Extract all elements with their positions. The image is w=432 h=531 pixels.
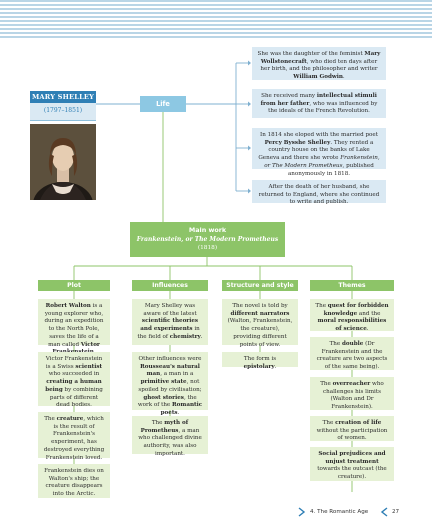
life-item-1: She was the daughter of the feminist Mary Wollstonecraft, who died ten days after her birth, and the philosopher and writer William Godwin.	[252, 47, 386, 80]
plot-box-2: Victor Frankenstein is a Swiss scientist who succeeded in creating a human being by combining parts of different dead bodies.	[38, 352, 110, 406]
structure-box-2: The form is epistolary.	[222, 352, 298, 367]
life-label: Life	[140, 96, 186, 112]
plot-box-4: Frankenstein dies on Walton's ship; the creature disappears into the Arctic.	[38, 464, 110, 498]
plot-box-3: The creature, which is the result of Frankenstein's experiment, has destroyed everything Frankenstein loved.	[38, 412, 110, 458]
themes-box-2: The double (Dr Frankenstein and the creature are two aspects of the same being).	[310, 337, 394, 370]
chapter-label: 4. The Romantic Age	[310, 509, 369, 515]
chevron-right-icon	[298, 507, 306, 517]
author-dates: (1797–1851)	[43, 107, 83, 114]
plot-box-1: Robert Walton is a young explorer who, during an expedition to the North Pole, saves the life of a man called Victor	[38, 299, 110, 345]
portrait-image	[30, 124, 96, 200]
themes-box-3: The overreacher who challenges his limits (Walton and Dr Frankenstein).	[310, 377, 394, 410]
column-header-plot: Plot	[38, 280, 110, 291]
themes-box-1: The quest for forbidden knowledge and the moral responsibilities of science.	[310, 299, 394, 331]
author-name-box	[30, 91, 96, 121]
column-header-themes: Themes	[310, 280, 394, 291]
column-header-influences: Influences	[132, 280, 208, 291]
column-header-structure: Structure and style	[222, 280, 298, 291]
main-work-label: Main work	[188, 226, 227, 234]
page-number: 27	[392, 509, 400, 515]
life-item-3: In 1814 she eloped with the married poet Percy Bysshe Shelley. They rented a country house on the banks of Lake Geneva and there she wrote Frankenstein, or The Modern Prometheus, published anonymously in 1818.	[252, 128, 386, 169]
life-item-4: After the death of her husband, she returned to England, where she continued to write and publish.	[252, 180, 386, 203]
life-item-2: She received many intellectual stimuli from her father, who was influenced by the ideals of the French Revolution.	[252, 89, 386, 118]
influences-box-2: Other influences were Rousseau's natural man, a man in a primitive state, not spoiled by civilisation; ghost stories, the work of the Romantic poets.	[132, 352, 208, 410]
influences-box-1: Mary Shelley was aware of the latest scientific theories and experiments in the field of chemistry.	[132, 299, 208, 345]
chevron-left-icon	[380, 507, 388, 517]
main-work-box	[130, 222, 285, 257]
main-work-year: (1818)	[197, 245, 218, 251]
page-footer	[298, 508, 418, 518]
author-portrait	[30, 124, 96, 200]
influences-box-3: The myth of Prometheus, a man who challenged divine authority, was also important.	[132, 416, 208, 454]
structure-box-1: The novel is told by different narrators (Walton, Frankenstein, the creature), providing different points of view.	[222, 299, 298, 345]
themes-box-5: Social prejudices and unjust treatment towards the outcast (the creature).	[310, 447, 394, 481]
author-name: MARY SHELLEY	[31, 93, 95, 101]
themes-box-4: The creation of life without the participation of women.	[310, 416, 394, 441]
main-work-title: Frankenstein, or The Modern Prometheus	[136, 236, 279, 243]
